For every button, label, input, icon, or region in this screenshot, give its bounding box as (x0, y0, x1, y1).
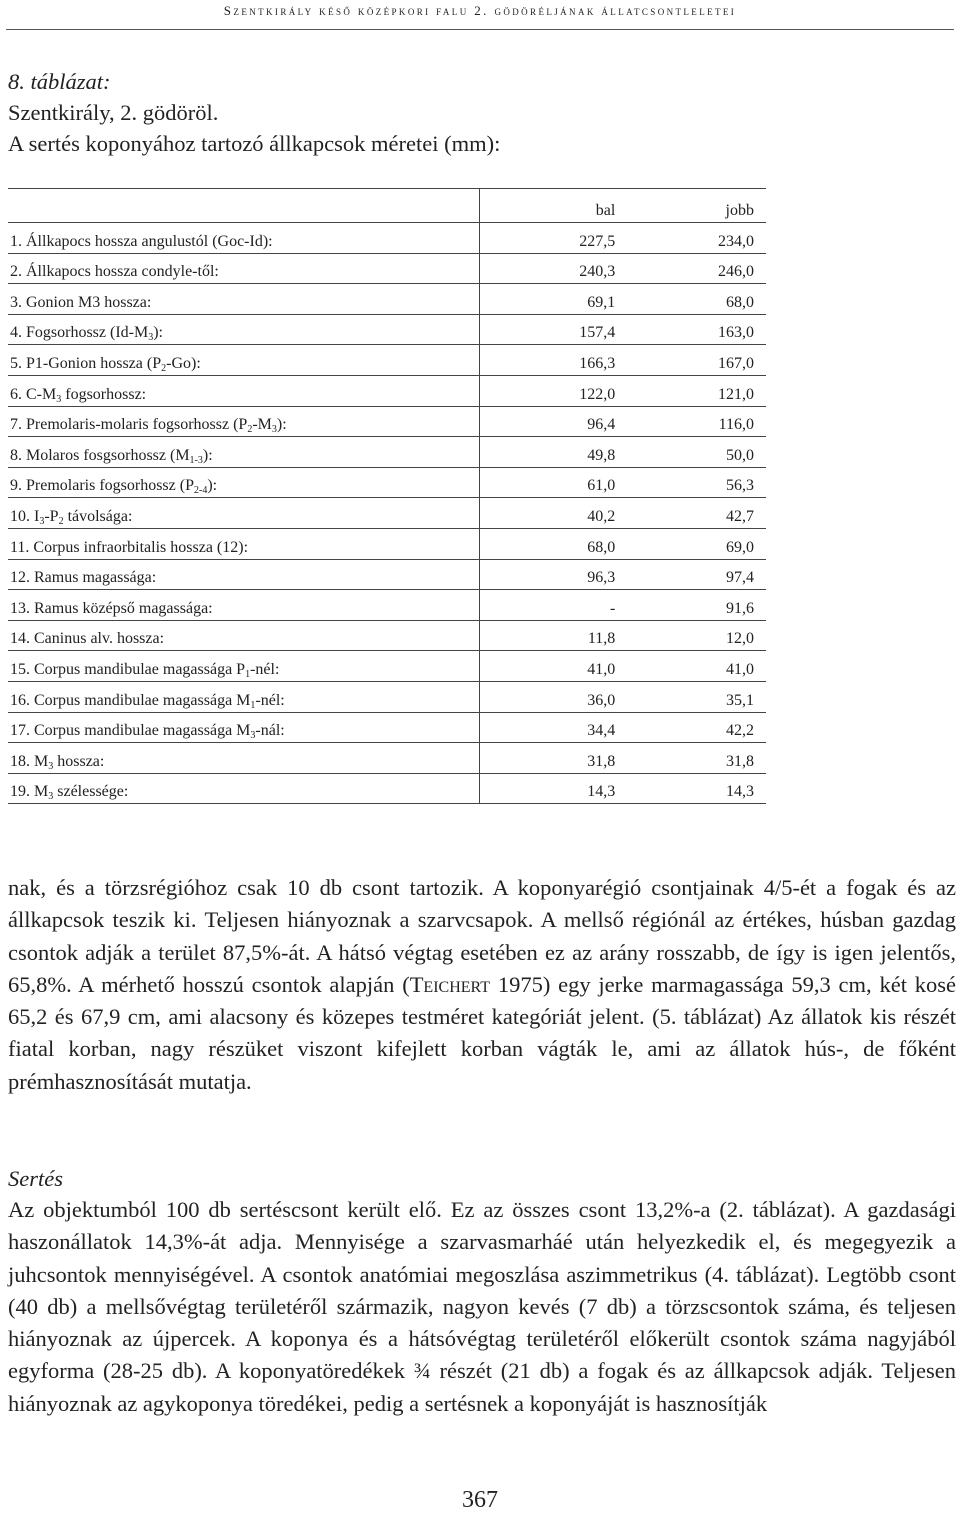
label-text: 4. Fogsorhossz (Id-M (10, 324, 149, 342)
label-subscript: 1 (245, 668, 251, 680)
value-right: 167,0 (615, 345, 766, 376)
label-text: -Go): (166, 354, 201, 372)
value-right: 69,0 (615, 528, 766, 559)
value-left: 122,0 (480, 375, 615, 406)
table-row (8, 498, 766, 529)
label-text: 16. Corpus mandibulae magassága M (10, 691, 251, 709)
value-right: 246,0 (615, 253, 766, 284)
label-text: -P (44, 507, 59, 525)
value-right: 35,1 (615, 681, 766, 712)
table-header-row (8, 189, 766, 223)
value-left: 68,0 (480, 528, 615, 559)
label-text: 5. P1-Gonion hossza (P (10, 354, 162, 372)
value-left: 166,3 (480, 345, 615, 376)
row-label (8, 284, 480, 315)
value-left: 227,5 (480, 223, 615, 254)
value-right: 31,8 (615, 743, 766, 774)
value-left: 240,3 (480, 253, 615, 284)
header-blank-cell (8, 189, 480, 223)
label-subscript: 2 (247, 424, 253, 436)
table-row (8, 743, 766, 774)
label-text: 9. Premolaris fogsorhossz (P (10, 477, 194, 495)
label-subscript: 2 (58, 515, 64, 527)
value-left: 34,4 (480, 712, 615, 743)
measurements-table (8, 188, 766, 804)
value-right: 97,4 (615, 559, 766, 590)
value-right: 50,0 (615, 437, 766, 468)
value-left: 31,8 (480, 743, 615, 774)
table-row (8, 314, 766, 345)
label-text: 15. Corpus mandibulae magassága P (10, 660, 246, 678)
label-text: 3. Gonion M3 hossza: (10, 293, 152, 311)
paragraph-pig: Az objektumból 100 db sertéscsont került elő. Ez az összes csont 13,2%-a (2. táblázat). A gazdasági haszonállatok 14,3%-át adja. Mennyisége a szarvasmarháé után helyezkedik el, és megegyezik a juhcsontok mennyiségével. A csontok anatómiai megoszlása aszimmetrikus (4. táblázat). Legtöbb csont (40 db) a mellsővégtag területéről származik, nagyon kevés (7 db) a törzscsontok száma, és teljesen hiányoznak az újpercek. A koponya és a hátsóvégtag területéről előkerült csontok száma nagyjából egyforma (28-25 db). A koponyatöredékek ¾ részét (21 db) a fogak és az állkapcsok adják. Teljesen hiányoznak az agykoponya töredékei, pedig a sertésnek a koponyáját is hasznosítják (8, 1197, 956, 1416)
row-label (8, 498, 480, 529)
row-label (8, 651, 480, 682)
value-left: 40,2 (480, 498, 615, 529)
label-text: -M (252, 416, 272, 434)
table-number: 8. táblázat: (8, 69, 111, 94)
row-label (8, 773, 480, 804)
value-right: 91,6 (615, 590, 766, 621)
row-label (8, 467, 480, 498)
value-left: 41,0 (480, 651, 615, 682)
label-subscript: 3 (148, 332, 154, 344)
value-right: 14,3 (615, 773, 766, 804)
label-text: távolsága: (63, 507, 133, 525)
table-row (8, 284, 766, 315)
col-header-left: bal (480, 189, 615, 223)
label-text: 1. Állkapocs hossza angulustól (Goc-Id): (10, 232, 273, 250)
value-left: 61,0 (480, 467, 615, 498)
value-right: 41,0 (615, 651, 766, 682)
label-text: 19. M (10, 783, 49, 801)
value-left: 36,0 (480, 681, 615, 712)
header-divider (6, 29, 954, 30)
row-label (8, 743, 480, 774)
label-text: -nél: (250, 660, 280, 678)
table-caption-line2: A sertés koponyához tartozó állkapcsok méretei (mm): (8, 131, 501, 156)
row-label (8, 314, 480, 345)
value-right: 121,0 (615, 375, 766, 406)
section-title: Sertés (8, 1166, 63, 1191)
paragraph1-part-a: nak, és a törzsrégióhoz csak 10 db csont tartozik. A koponyarégió csontjainak 4/5-ét a fogak és az állkapcsok teszik ki. Teljesen hiányoznak a szarvcsapok. A mellső régiónál az értékes, húsban gazdag csontok adják a terület 87,5%-át. A hátsó végtag esetében ez az arány rosszabb, de így is igen jelentős, 65,8%. A mérhető hosszú csontok alapján ( (8, 875, 956, 997)
row-label (8, 253, 480, 284)
value-left: 14,3 (480, 773, 615, 804)
label-text: fogsorhossz: (61, 385, 147, 403)
value-left: 49,8 (480, 437, 615, 468)
value-right: 68,0 (615, 284, 766, 315)
table-row (8, 467, 766, 498)
label-subscript: 2 (161, 362, 167, 374)
label-text: 11. Corpus infraorbitalis hossza (12): (10, 538, 249, 556)
table-row (8, 528, 766, 559)
row-label (8, 712, 480, 743)
table-row (8, 375, 766, 406)
row-label (8, 620, 480, 651)
table-row (8, 681, 766, 712)
table-row (8, 345, 766, 376)
value-right: 42,7 (615, 498, 766, 529)
value-right: 163,0 (615, 314, 766, 345)
value-left: 69,1 (480, 284, 615, 315)
table-row (8, 590, 766, 621)
value-left: 11,8 (480, 620, 615, 651)
table-row (8, 253, 766, 284)
label-text: 8. Molaros fosgsorhossz (M (10, 446, 190, 464)
label-text: ): (153, 324, 163, 342)
label-text: 7. Premolaris-molaris fogsorhossz (P (10, 416, 248, 434)
label-text: ): (276, 416, 287, 434)
label-subscript: 3 (271, 424, 277, 436)
label-text: szélessége: (53, 783, 129, 801)
label-text: 17. Corpus mandibulae magassága M (10, 722, 251, 740)
running-title: Szentkirály késő középkori falu 2. gödöréljának állatcsontleletei (223, 3, 737, 18)
value-right: 116,0 (615, 406, 766, 437)
table-row (8, 651, 766, 682)
table-row (8, 712, 766, 743)
row-label (8, 437, 480, 468)
label-text: 18. M (10, 752, 49, 770)
row-label (8, 375, 480, 406)
label-subscript: 3 (48, 791, 54, 803)
label-subscript: 3 (39, 515, 45, 527)
table-row (8, 406, 766, 437)
label-text: -nél: (255, 691, 285, 709)
paragraph-continuation (8, 872, 956, 1098)
label-text: -nál: (255, 722, 285, 740)
value-left: 96,4 (480, 406, 615, 437)
col-header-right: jobb (615, 189, 766, 223)
row-label (8, 223, 480, 254)
label-subscript: 3 (56, 393, 62, 405)
label-subscript: 1-3 (189, 454, 203, 466)
value-right: 234,0 (615, 223, 766, 254)
label-subscript: 1 (250, 699, 256, 711)
row-label (8, 590, 480, 621)
row-label (8, 406, 480, 437)
value-left: - (480, 590, 615, 621)
value-right: 12,0 (615, 620, 766, 651)
author-name: Teichert (409, 971, 491, 997)
table-row (8, 620, 766, 651)
row-label (8, 681, 480, 712)
label-subscript: 3 (48, 760, 54, 772)
table-caption-line1: Szentkirály, 2. gödöröl. (8, 100, 219, 125)
value-left: 157,4 (480, 314, 615, 345)
label-text: 13. Ramus középső magassága: (10, 599, 213, 617)
table-caption (8, 66, 500, 159)
value-left: 96,3 (480, 559, 615, 590)
table-row (8, 559, 766, 590)
row-label (8, 559, 480, 590)
label-text: ): (202, 446, 213, 464)
running-header (0, 0, 960, 30)
label-subscript: 3 (250, 730, 256, 742)
label-text: ): (207, 477, 218, 495)
label-text: 14. Caninus alv. hossza: (10, 630, 165, 648)
label-subscript: 2-4 (193, 485, 208, 497)
table-row (8, 437, 766, 468)
row-label (8, 528, 480, 559)
value-right: 42,2 (615, 712, 766, 743)
value-right: 56,3 (615, 467, 766, 498)
label-text: 10. I (10, 507, 40, 525)
label-text: 2. Állkapocs hossza condyle-től: (10, 263, 219, 281)
page-number: 367 (462, 1487, 498, 1513)
table-row (8, 773, 766, 804)
label-text: 12. Ramus magassága: (10, 569, 157, 587)
label-text: 6. C-M (10, 385, 57, 403)
paragraph1-part-b: 1975) egy jerke marmagassága 59,3 cm, két kosé 65,2 és 67,9 cm, ami alacsony és közepes testméret kategóriát jelent. (5. táblázat) Az állatok kis részét fiatal korban, nagy részüket viszont kifejlett korban vágták le, ami az állatok hús-, de főként prémhasznosítását mutatja. (8, 971, 956, 1094)
row-label (8, 345, 480, 376)
label-text: hossza: (53, 752, 105, 770)
table-row (8, 223, 766, 254)
